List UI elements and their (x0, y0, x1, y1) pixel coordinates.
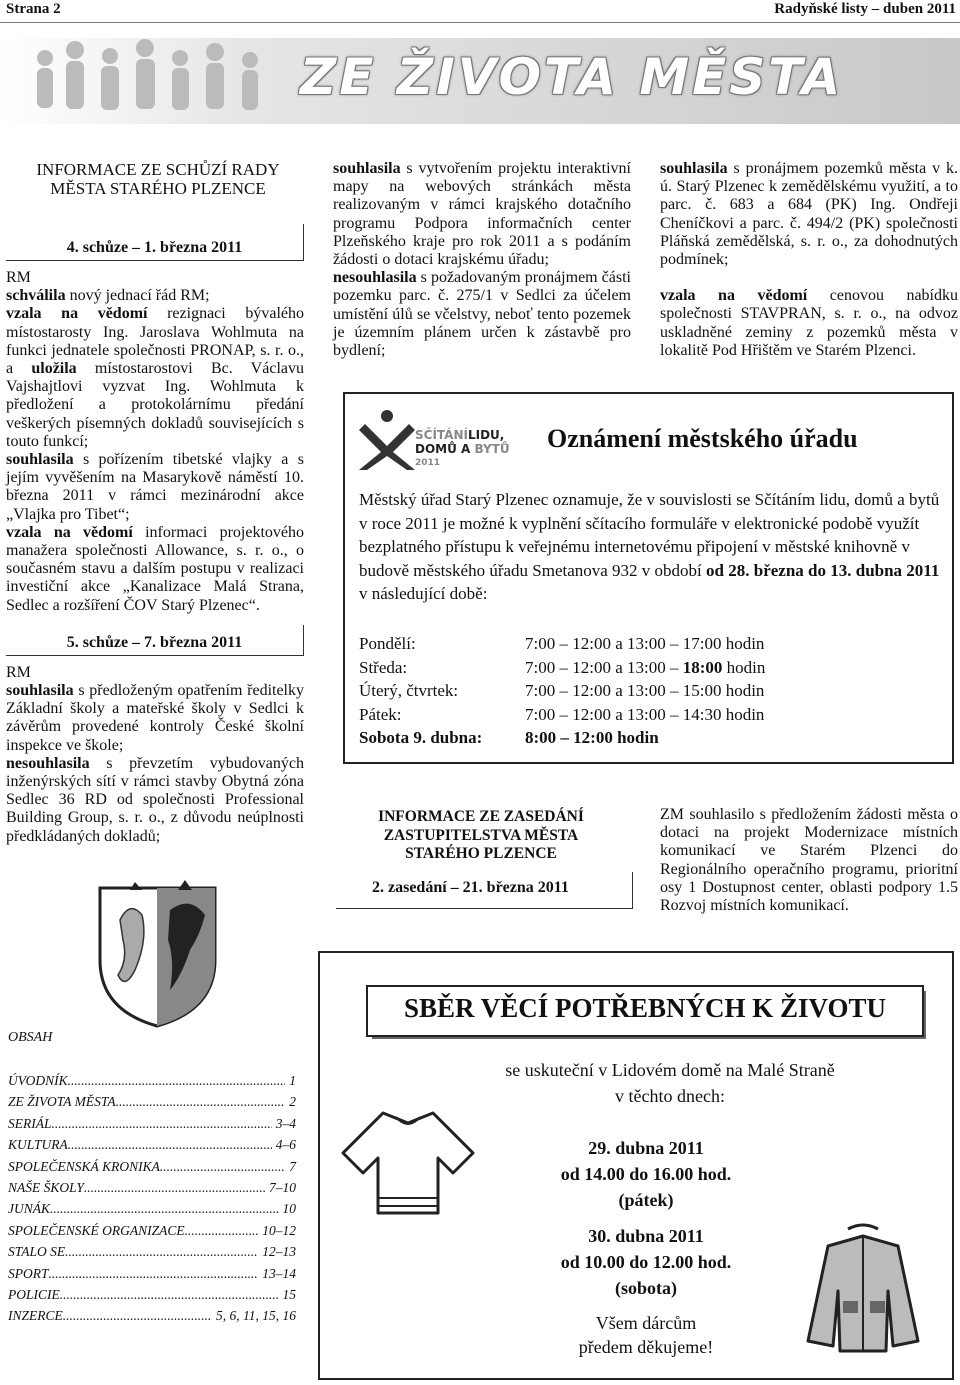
hours-row-tue-thu: Úterý, čtvrtek: 7:00 – 12:00 a 13:00 – 15:00 hodin (359, 681, 765, 700)
toc-title: OBSAH (8, 1030, 53, 1045)
census-logo: SČÍTÁNÍLIDU, DOMŮ A BYTŮ 2011 (359, 408, 529, 470)
toc-page: 13–14 (262, 1265, 296, 1281)
resolution-verb: vzala na vědomí (6, 523, 133, 541)
census-notice-box (343, 392, 954, 764)
toc-page: 10 (282, 1201, 296, 1217)
notice-title: Oznámení městského úřadu (547, 424, 858, 453)
collection-title: SBĚR VĚCÍ POTŘEBNÝCH K ŽIVOTU (403, 993, 887, 1023)
council-meetings-column (6, 160, 304, 846)
issue-title: Radyňské listy – duben 2011 (774, 1, 956, 17)
toc-item (8, 1070, 296, 1091)
meeting-5-heading: 5. schůze – 7. března 2011 (6, 625, 304, 656)
council-column-3: souhlasila s pronájmem pozemků města v k. ú. Starý Plzenec k zemědělskému využití, a to parc. č. 683 a 684 (PK) Ing. Ondřeji Cheníčkovi a parc. č. 494/2 (PK) společnosti Pláňská zemědělská, s. r. o., za dohodnutých podmínek; vzala na vědomí cenovou nabídku společnosti STAVPRAN, s. r. o., na odvoz uskladněné zeminy z pozemků města v lokalitě Pod Hřištěm ve Starém Plzenci. (660, 160, 958, 359)
toc-label: KULTURA (8, 1137, 68, 1153)
opening-hours-table (359, 632, 765, 750)
collection-date-1: 29. dubna 2011 od 14.00 do 16.00 hod. (pátek) (560, 1138, 732, 1210)
toc-item (8, 1263, 296, 1284)
toc-item (8, 1091, 296, 1112)
toc-label: SERIÁL (8, 1115, 52, 1131)
toc-leader (68, 1134, 272, 1155)
page-number: Strana 2 (6, 1, 61, 17)
collection-date-2: 30. dubna 2011 od 10.00 do 12.00 hod. (sobota) (560, 1226, 732, 1298)
toc-page: 7 (289, 1158, 296, 1174)
resolution-text: nový jednací řád RM; (65, 287, 210, 305)
hours-row-saturday: Sobota 9. dubna: 8:00 – 12:00 hodin (359, 728, 659, 747)
toc-label: SPORT (8, 1265, 49, 1281)
toc-label: POLICIE (8, 1287, 60, 1303)
toc-item (8, 1220, 296, 1241)
resolution-verb: vzala na vědomí (6, 305, 148, 323)
toc-leader (68, 1070, 286, 1091)
toc-item (8, 1134, 296, 1155)
toc-page: 4–6 (275, 1137, 296, 1153)
toc-leader (60, 1284, 279, 1305)
toc-label: JUNÁK (8, 1201, 50, 1217)
resolution-text: informaci projektového manažera společnosti Allowance, s. r. o., o současném stavu a dalším postupu v realizaci investiční akce „Kanalizace Malá Strana, Sedlec a rozšíření ČOV Starý Plzenec“. (6, 523, 304, 614)
toc-leader (84, 1177, 265, 1198)
toc-leader (160, 1156, 285, 1177)
toc-page: 15 (282, 1287, 296, 1303)
toc-item (8, 1113, 296, 1134)
toc-item (8, 1198, 296, 1219)
toc-page: 3–4 (275, 1115, 296, 1131)
toc-label: SPOLEČENSKÁ KRONIKA (8, 1158, 160, 1174)
toc-item (8, 1305, 296, 1326)
toc-page: 10–12 (262, 1222, 296, 1238)
toc-page: 12–13 (262, 1244, 296, 1260)
zm-heading: INFORMACE ZE ZASEDÁNÍ ZASTUPITELSTVA MĚSTA STARÉHO PLZENCE (378, 808, 584, 862)
notice-body: Městský úřad Starý Plzenec oznamuje, že v souvislosti se Sčítáním lidu, domů a bytů v roce 2011 je možné k vyplnění sčítacího formuláře v elektronické podobě využít bezplatného přístupu k veřejnému internetovému připojení v městské knihovně v budově městského úřadu Smetanova 932 v období od 28. března do 13. dubna 2011 v následující době: (359, 490, 940, 603)
resolution-verb: uložila (31, 360, 77, 378)
toc-leader (50, 1198, 279, 1219)
toc-label: STALO SE (8, 1244, 66, 1260)
census-logo-icon (359, 408, 415, 470)
coat-of-arms (90, 880, 225, 1030)
meeting-4-text: RM schválila nový jednací řád RM; vzala na vědomí rezignaci bývalého místostarosty Ing. Jaroslava Wohlmuta na funkci jednatele společnosti PRONAP, s. r. o., a uložila místostarostovi Bc. Václavu Vajshajtlovi vyzvat Ing. Wohlmuta k předložení a protokolárnímu předání veškerých písemných dokladů souvisejících s touto funkcí; souhlasila s pořízením tibetské vlajky a s jejím vyvěšením na Masarykově náměstí 10. března 2011 v rámci mezinárodní akce „Vlajka pro Tibet“; vzala na vědomí informaci projektového manažera společnosti Allowance, s. r. o., o současném stavu a dalším postupu v realizaci investiční akce „Kanalizace Malá Strana, Sedlec a rozšíření ČOV Starý Plzenec“. (6, 269, 304, 614)
toc-item (8, 1241, 296, 1262)
council-continued-column: souhlasila s vytvořením projektu interaktivní mapy na webových stránkách města realizovaným v rámci krajského dotačního programu Podpora informačních center Plzeňského kraje pro rok 2011 a s podáním žádosti o dotaci krajskému úřadu; nesouhlasila s požadovaným pronájmem části pozemku parc. č. 275/1 v Sedlci za účelem umístění úlů se včelstvy, neboť tento pozemek je územním plánem určen k zástavbě pro bydlení; (333, 160, 631, 360)
page-header (0, 0, 960, 23)
toc-list (8, 1070, 296, 1327)
hours-row-monday: Pondělí: 7:00 – 12:00 a 13:00 – 17:00 hodin (359, 634, 765, 653)
toc-page: 7–10 (269, 1180, 296, 1196)
table-of-contents (8, 1030, 296, 1327)
toc-item (8, 1156, 296, 1177)
resolution-text: rezignaci bývalého místostarosty Ing. Jaroslava Wohlmuta na funkci jednatele společnosti PRONAP, s. r. o., a (6, 305, 304, 378)
toc-leader (52, 1113, 272, 1134)
zm-text: ZM souhlasilo s předložením žádosti města o dotaci na projekt Modernizace místních komunikací ve Starém Plzenci do Regionálního operačního programu, prioritní osy 1 Dostupnost center, oblasti podpory 1.5 Rozvoj místních komunikací. (660, 806, 958, 915)
toc-page: 5, 6, 11, 15, 16 (216, 1308, 296, 1324)
sweater-illustration (338, 1103, 478, 1223)
zm-meeting-heading: 2. zasedání – 21. března 2011 (336, 872, 633, 909)
toc-label: SPOLEČENSKÉ ORGANIZACE (8, 1222, 185, 1238)
hours-row-wednesday: Středa: 7:00 – 12:00 a 13:00 – 18:00 hodin (359, 657, 766, 677)
hours-row-friday: Pátek: 7:00 – 12:00 a 13:00 – 14:30 hodin (359, 704, 765, 724)
toc-page: 2 (289, 1094, 296, 1110)
collection-box (318, 951, 954, 1380)
toc-label: NAŠE ŠKOLY (8, 1180, 84, 1196)
meeting-4-heading: 4. schůze – 1. března 2011 (6, 224, 304, 261)
resolution-verb: schválila (6, 287, 66, 305)
jacket-illustration (798, 1221, 928, 1361)
meeting-5-text: RM souhlasila s předloženým opatřením ředitelky Základní školy a mateřské školy v Sedlci k závěrům provedené kontroly České školní inspekce ve škole; nesouhlasila s převzetím vybudovaných inženýrských sítí v rámci stavby Obytná zóna Sedlec 36 RD od společnosti Professional Building Group, s. r. o., z důvodu neúplnosti předkládaných dokladů; (6, 663, 304, 845)
toc-item (8, 1177, 296, 1198)
resolution-text: s pořízením tibetské vlajky a s jejím vyvěšením na Masarykově náměstí 10. března 2011 v rámci mezinárodní akce „Vlajka pro Tibet“; (6, 451, 304, 523)
collection-thanks: Všem dárcům předem děkujeme! (578, 1313, 714, 1357)
toc-leader (65, 1241, 258, 1262)
resolution-verb: souhlasila (6, 451, 74, 469)
resolution-text: místostarostovi Bc. Václavu Vajshajtlovi vyzvat Ing. Wohlmuta k předložení a protokolárnímu předání veškerých písemných dokladů souvisejících s touto funkcí; (6, 360, 304, 450)
toc-leader (185, 1220, 259, 1241)
toc-leader (116, 1091, 286, 1112)
collection-intro: se uskuteční v Lidovém domě na Malé Straně v těchto dnech: (505, 1060, 835, 1106)
toc-item (8, 1284, 296, 1305)
toc-leader (63, 1305, 212, 1326)
toc-label: ÚVODNÍK (8, 1073, 68, 1088)
toc-leader (49, 1263, 259, 1284)
toc-page: 1 (289, 1073, 296, 1088)
toc-label: ZE ŽIVOTA MĚSTA (8, 1094, 116, 1110)
toc-label: INZERCE (8, 1308, 63, 1324)
section-banner (0, 28, 960, 124)
rm-heading: INFORMACE ZE SCHŮZÍ RADY MĚSTA STARÉHO PLZENCE (36, 160, 280, 198)
section-title: ZE ŽIVOTA MĚSTA (300, 48, 844, 106)
